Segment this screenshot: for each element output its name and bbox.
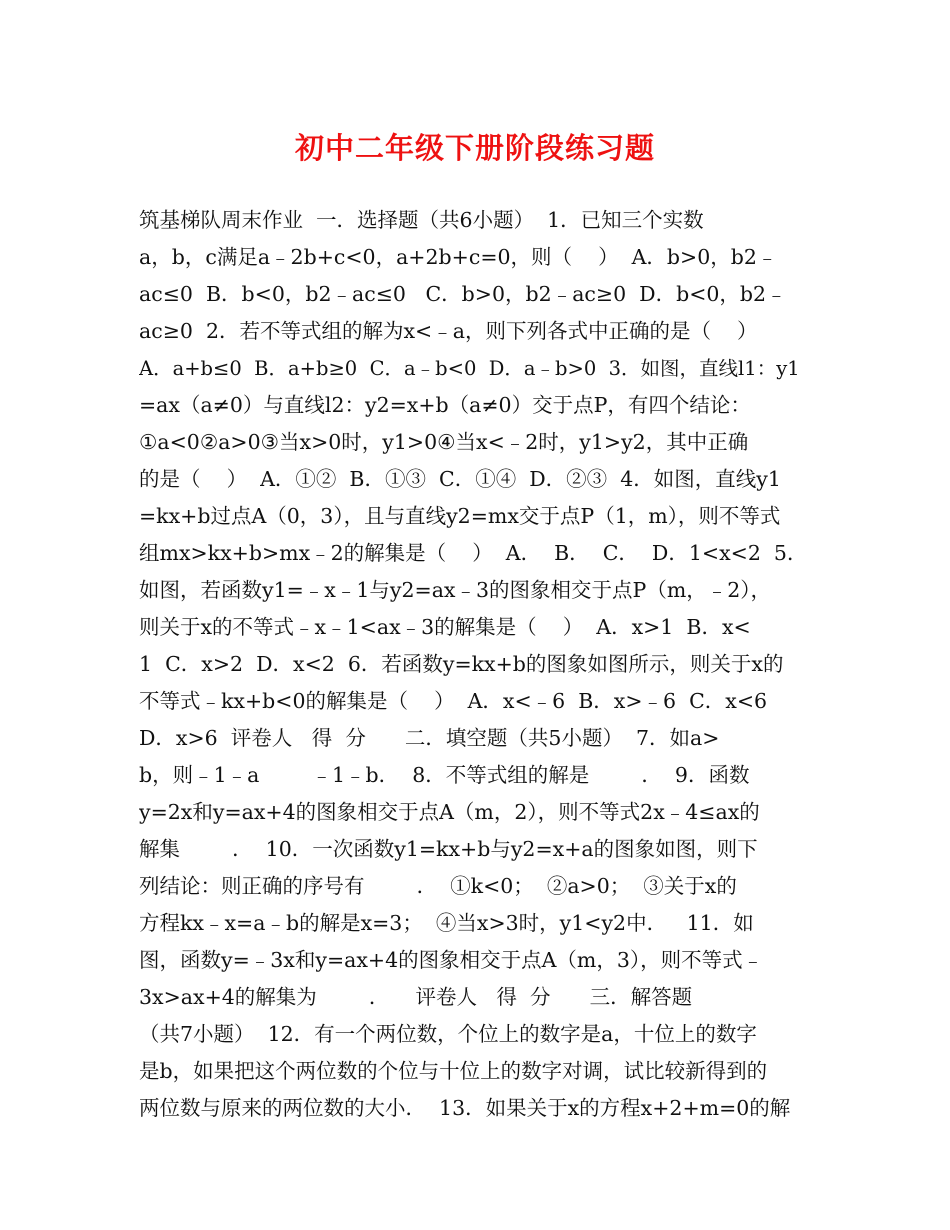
body-line: =kx+b过点A（0，3），且与直线y2=mx交于点P（1，m），则不等式 xyxy=(139,504,781,528)
body-line: 方程kx﹣x=a﹣b的解是x=3； ④当x>3时，y1<y2中． 11．如 xyxy=(139,911,754,935)
body-line: 两位数与原来的两位数的大小． 13．如果关于x的方程x+2+m=0的解 xyxy=(139,1096,791,1120)
body-line: 是b，如果把这个两位数的个位与十位上的数字对调，试比较新得到的 xyxy=(139,1059,768,1083)
body-line: 列结论：则正确的序号有 ． ①k<0； ②a>0； ③关于x的 xyxy=(139,874,737,898)
body-line: 的是（ ） A．①② B．①③ C．①④ D．②③ 4．如图，直线y1 xyxy=(139,467,781,491)
body-line: y=2x和y=ax+4的图象相交于点A（m，2），则不等式2x﹣4≤ax的 xyxy=(139,800,760,824)
body-line: 图，函数y=﹣3x和y=ax+4的图象相交于点A（m，3），则不等式﹣ xyxy=(139,948,764,972)
body-line: D．x>6 评卷人 得 分 二．填空题（共5小题） 7．如a> xyxy=(139,726,720,750)
body-line: 如图，若函数y1=﹣x﹣1与y2=ax﹣3的图象相交于点P（m，﹣2）， xyxy=(139,578,772,602)
body-line: 不等式﹣kx+b<0的解集是（ ） A．x<﹣6 B．x>﹣6 C．x<6 xyxy=(139,689,768,713)
body-line: =ax（a≠0）与直线l2：y2=x+b（a≠0）交于点P，有四个结论： xyxy=(139,393,751,417)
body-line: 解集 ． 10．一次函数y1=kx+b与y2=x+a的图象如图，则下 xyxy=(139,837,758,861)
body-line: 则关于x的不等式﹣x﹣1<ax﹣3的解集是（ ） A．x>1 B．x< xyxy=(139,615,751,639)
body-line: a，b，c满足a﹣2b+c<0，a+2b+c=0，则（ ） A．b>0，b2﹣ xyxy=(139,245,778,269)
body-line: b，则﹣1﹣a ﹣1﹣b． 8．不等式组的解是 ． 9．函数 xyxy=(139,763,750,787)
body-line: ①a<0②a>0③当x>0时，y1>0④当x<﹣2时，y1>y2，其中正确 xyxy=(139,430,749,454)
body-line: 筑基梯队周末作业 一．选择题（共6小题） 1．已知三个实数 xyxy=(139,208,704,232)
body-line: ac≥0 2．若不等式组的解为x<﹣a，则下列各式中正确的是（ ） xyxy=(139,319,758,343)
body-line: 组mx>kx+b>mx﹣2的解集是（ ） A． B． C． D．1<x<2 5． xyxy=(139,541,808,565)
document-title: 初中二年级下册阶段练习题 xyxy=(294,131,655,165)
body-line: ac≤0 B．b<0，b2﹣ac≤0 C．b>0，b2﹣ac≥0 D．b<0，b2﹣ xyxy=(139,282,787,306)
body-line: 3x>ax+4的解集为 ． 评卷人 得 分 三．解答题 xyxy=(139,985,693,1009)
document-body xyxy=(139,202,814,1127)
body-line: A．a+b≤0 B．a+b≥0 C．a﹣b<0 D．a﹣b>0 3．如图，直线l1：y1 xyxy=(139,357,800,380)
body-line: （共7小题） 12．有一个两位数，个位上的数字是a，十位上的数字 xyxy=(139,1022,757,1046)
body-line: 1 C．x>2 D．x<2 6．若函数y=kx+b的图象如图所示，则关于x的 xyxy=(139,652,784,676)
